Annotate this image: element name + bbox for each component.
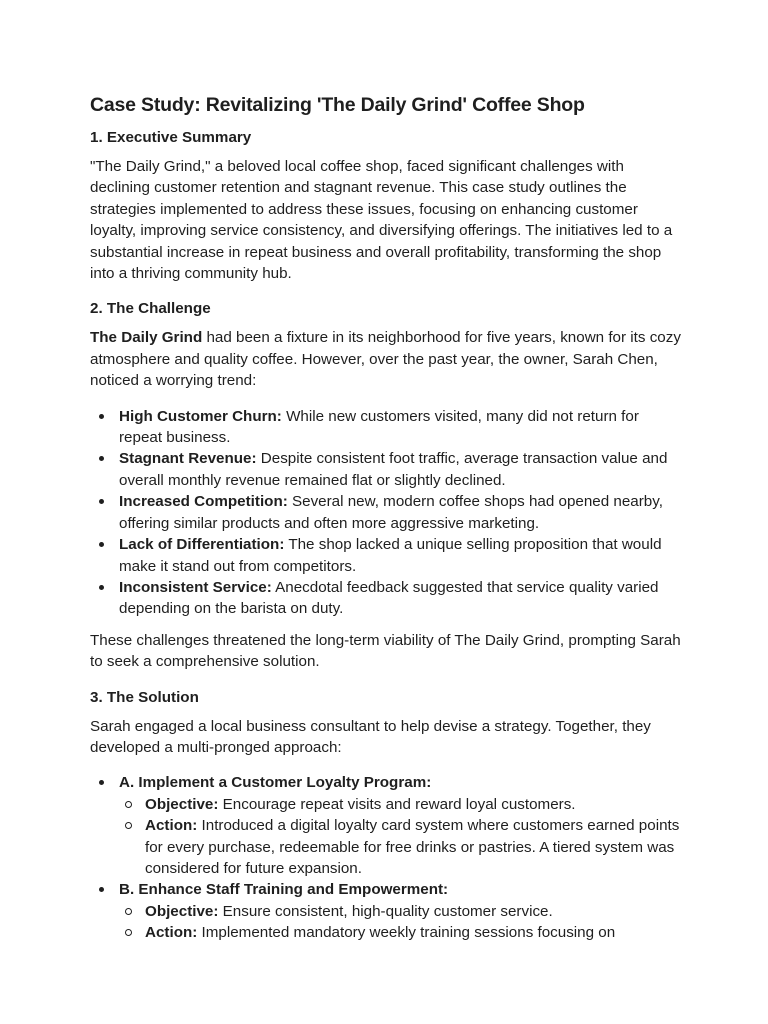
sub-list-item-label: Action: [145, 924, 198, 942]
challenge-intro-bold: The Daily Grind [90, 329, 203, 347]
document-title: Case Study: Revitalizing 'The Daily Grind' Coffee Shop [90, 94, 585, 116]
list-item [90, 534, 685, 577]
challenge-list [90, 406, 685, 620]
list-item-label: B. Enhance Staff Training and Empowerment: [119, 881, 449, 899]
list-item-text: Anecdotal feedback suggested that service quality varied depending on the barista on duty. [119, 578, 659, 618]
section-heading-solution: 3. The Solution [90, 688, 199, 706]
sub-list-item-text: Ensure consistent, high-quality customer service. [218, 902, 553, 920]
challenge-intro-paragraph [90, 327, 685, 391]
list-item-text: Despite consistent foot traffic, average transaction value and overall monthly revenue remained flat or slightly declined. [119, 450, 668, 489]
sub-list-item-text: Introduced a digital loyalty card system where customers earned points for every purchase, redeemable for free drinks or pastries. A tiered system was considered for future expansion. [145, 817, 680, 877]
list-item [90, 406, 685, 449]
sub-list-item-label: Objective: [145, 795, 219, 813]
list-item [90, 879, 685, 943]
sub-list-item [119, 901, 685, 922]
sub-list [119, 901, 685, 944]
list-item [90, 448, 685, 491]
list-item-text: The shop lacked a unique selling proposition that would make it stand out from competitors. [119, 536, 662, 575]
sub-list-item-label: Action: [145, 817, 198, 835]
solution-list [90, 772, 685, 943]
sub-list-item [119, 794, 685, 815]
sub-list-item [119, 922, 685, 943]
sub-list-item-label: Objective: [145, 902, 219, 920]
challenge-intro-text: had been a fixture in its neighborhood for five years, known for its cozy atmosphere and quality coffee. However, over the past year, the owner, Sarah Chen, noticed a worrying trend: [90, 329, 681, 390]
section-heading-executive-summary: 1. Executive Summary [90, 129, 252, 146]
list-item-text: Several new, modern coffee shops had opened nearby, offering similar products and often more aggressive marketing. [119, 493, 663, 532]
list-item-label: Inconsistent Service: [119, 578, 272, 596]
list-item [90, 577, 685, 620]
sub-list-item-text: Encourage repeat visits and reward loyal customers. [218, 795, 576, 813]
list-item-label: High Customer Churn: [119, 407, 282, 425]
challenge-closing-paragraph: These challenges threatened the long-term viability of The Daily Grind, prompting Sarah to seek a comprehensive solution. [90, 631, 681, 671]
sub-list-item-text: Implemented mandatory weekly training sessions focusing on [197, 924, 616, 942]
list-item [90, 772, 685, 879]
executive-summary-paragraph: "The Daily Grind," a beloved local coffee shop, faced significant challenges with declining customer retention and stagnant revenue. This case study outlines the strategies implemented to address these issues, focusing on enhancing customer loyalty, improving service consistency, and diversifying offerings. The initiatives led to a substantial increase in repeat business and overall profitability, transforming the shop into a thriving community hub. [90, 158, 673, 283]
list-item-label: A. Implement a Customer Loyalty Program: [119, 774, 432, 792]
list-item [90, 491, 685, 534]
sub-list-item [119, 815, 685, 879]
list-item-label: Increased Competition: [119, 493, 288, 511]
list-item-label: Lack of Differentiation: [119, 536, 285, 554]
document-body [90, 92, 685, 954]
list-item-text: While new customers visited, many did not return for repeat business. [119, 407, 639, 447]
solution-intro-paragraph: Sarah engaged a local business consultant to help devise a strategy. Together, they developed a multi-pronged approach: [90, 717, 651, 756]
sub-list [119, 794, 685, 880]
section-heading-challenge: 2. The Challenge [90, 300, 211, 318]
list-item-label: Stagnant Revenue: [119, 450, 257, 468]
